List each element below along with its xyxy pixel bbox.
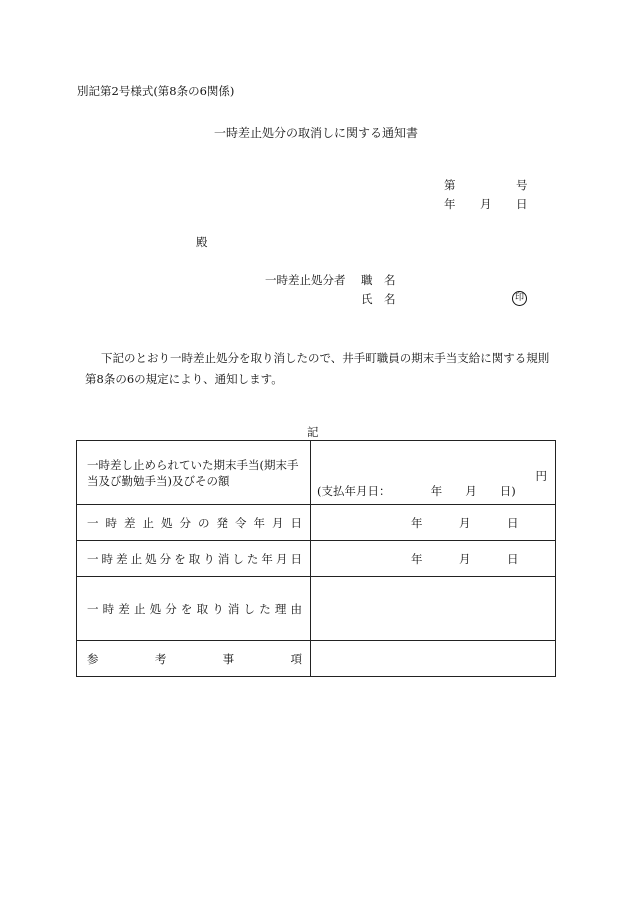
table-row-remarks — [77, 641, 556, 677]
details-table — [76, 440, 556, 677]
date-year-label: 年 — [444, 197, 456, 211]
year-label: 年 — [411, 515, 423, 530]
table-row-cancel-reason — [77, 577, 556, 641]
month-label: 月 — [459, 515, 471, 530]
date-day-label: 日 — [516, 197, 528, 211]
table-row-issue-date — [77, 505, 556, 541]
form-reference: 別記第2号様式(第8条の6関係) — [77, 84, 235, 98]
issuer-position-label: 職 名 — [361, 273, 396, 287]
cancel-date-value-cell[interactable] — [311, 541, 556, 577]
table-row-withheld-allowance — [77, 441, 556, 505]
day-label: 日 — [507, 515, 519, 530]
cancel-date-label: 一時差止処分を取り消した年月日 — [77, 541, 311, 577]
date-month-label: 月 — [480, 197, 492, 211]
ki-heading: 記 — [307, 425, 319, 439]
remarks-label: 参考事項 — [77, 641, 311, 677]
recipient-honorific: 殿 — [196, 235, 208, 249]
table-row-cancel-date — [77, 541, 556, 577]
month-label: 月 — [459, 551, 471, 566]
remarks-value-cell[interactable] — [311, 641, 556, 677]
year-label: 年 — [411, 551, 423, 566]
issuer-title: 一時差止処分者 — [265, 273, 346, 287]
issue-date-label: 一時差止処分の発令年月日 — [77, 505, 311, 541]
body-paragraph: 下記のとおり一時差止処分を取り消したので、井手町職員の期末手当支給に関する規則第8条の6の規定により、通知します。 — [85, 351, 550, 386]
document-title: 一時差止処分の取消しに関する通知書 — [214, 126, 419, 140]
reference-number-prefix: 第 — [444, 178, 456, 192]
issuer-name-label: 氏 名 — [361, 292, 396, 306]
cancel-reason-value-cell[interactable] — [311, 577, 556, 641]
table-label-cell — [77, 441, 311, 505]
yen-unit-label: 円 — [535, 469, 547, 483]
reference-number-suffix: 号 — [516, 178, 528, 192]
payment-date-line: (支払年月日： 年 月 日) — [317, 484, 516, 498]
withheld-allowance-label: 一時差し止められていた期末手当(期末手当及び勤勉手当)及びその額 — [87, 457, 299, 488]
issue-date-value-cell[interactable] — [311, 505, 556, 541]
seal-icon: 印 — [512, 291, 527, 306]
day-label: 日 — [507, 551, 519, 566]
withheld-allowance-value-cell[interactable] — [311, 441, 556, 505]
cancel-reason-label: 一時差止処分を取り消した理由 — [77, 577, 311, 641]
